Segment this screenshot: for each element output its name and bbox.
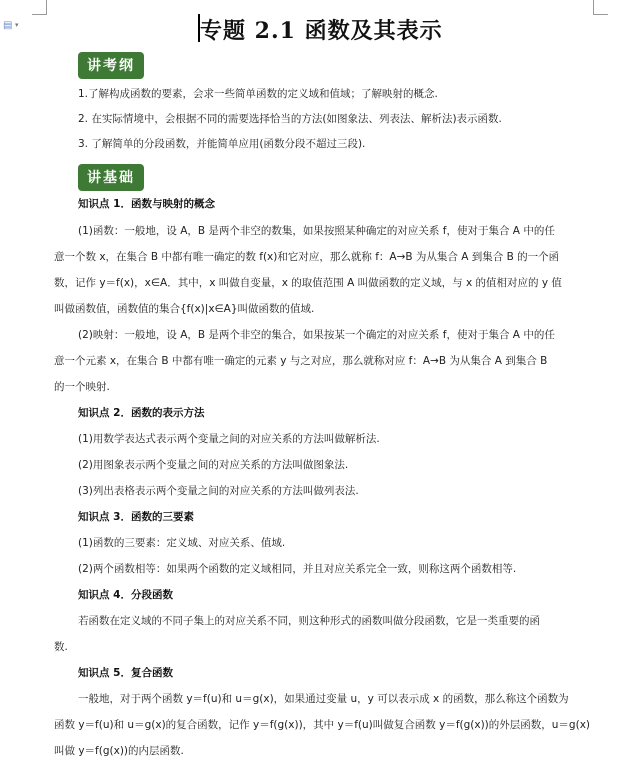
knowledge-heading-2: 知识点 2．函数的表示方法 (78, 407, 205, 419)
paragraph-line: 的一个映射. (54, 381, 110, 393)
paragraph-line: 叫做 y＝f(g(x))的内层函数. (54, 745, 184, 757)
paragraph-line: 若函数在定义域的不同子集上的对应关系不同，则这种形式的函数叫做分段函数，它是一类重要的函 (78, 615, 540, 627)
paragraph-line: 函数 y＝f(u)和 u＝g(x)的复合函数，记作 y＝f(g(x))，其中 y＝f(u)叫做复合函数 y＝f(g(x))的外层函数，u＝g(x) (54, 719, 591, 731)
page-corner-top-right (593, 0, 608, 15)
dropdown-arrow-icon[interactable]: ▾ (15, 21, 19, 29)
paragraph-line: 意一个元素 x，在集合 B 中都有唯一确定的元素 y 与之对应，那么就称对应 f：A→B 为从集合 A 到集合 B (54, 355, 548, 367)
knowledge-heading-3: 知识点 3．函数的三要素 (78, 511, 194, 523)
knowledge-heading-4: 知识点 4．分段函数 (78, 589, 173, 601)
outline-line-3: 3. 了解简单的分段函数，并能简单应用(函数分段不超过三段). (78, 138, 366, 150)
paragraph-line: (3)列出表格表示两个变量之间的对应关系的方法叫做列表法. (78, 485, 359, 497)
paragraph-line: (2)两个函数相等：如果两个函数的定义域相同，并且对应关系完全一致，则称这两个函数相等. (78, 563, 517, 575)
document-icon[interactable]: ▤ (3, 20, 13, 31)
section-badge-kaogang: 讲考纲 (78, 52, 144, 79)
knowledge-heading-5: 知识点 5．复合函数 (78, 667, 173, 679)
section-badge-jichu: 讲基础 (78, 164, 144, 191)
paragraph-line: 一般地，对于两个函数 y＝f(u)和 u＝g(x)，如果通过变量 u，y 可以表示成 x 的函数，那么称这个函数为 (78, 693, 569, 705)
page-title: 专题 2.1 函数及其表示 (200, 18, 443, 44)
paragraph-line: (1)函数：一般地，设 A，B 是两个非空的数集，如果按照某种确定的对应关系 f，使对于集合 A 中的任 (78, 225, 555, 237)
page-corner-top-left (32, 0, 47, 15)
outline-line-1: 1.了解构成函数的要素，会求一些简单函数的定义域和值域；了解映射的概念. (78, 88, 438, 100)
paragraph-line: (2)用图象表示两个变量之间的对应关系的方法叫做图象法. (78, 459, 349, 471)
paragraph-line: (2)映射：一般地，设 A，B 是两个非空的集合，如果按某一个确定的对应关系 f，使对于集合 A 中的任 (78, 329, 555, 341)
paragraph-line: 意一个数 x，在集合 B 中都有唯一确定的数 f(x)和它对应，那么就称 f：A→B 为从集合 A 到集合 B 的一个函 (54, 251, 560, 263)
paragraph-line: 数. (54, 641, 68, 653)
paragraph-line: 叫做函数值，函数值的集合{f(x)|x∈A}叫做函数的值域. (54, 303, 315, 315)
paragraph-line: 数，记作 y＝f(x)，x∈A．其中，x 叫做自变量，x 的取值范围 A 叫做函数的定义域，与 x 的值相对应的 y 值 (54, 277, 562, 289)
paragraph-line: (1)用数学表达式表示两个变量之间的对应关系的方法叫做解析法. (78, 433, 380, 445)
paragraph-line: (1)函数的三要素：定义域、对应关系、值域. (78, 537, 286, 549)
outline-line-2: 2. 在实际情境中，会根据不同的需要选择恰当的方法(如图象法、列表法、解析法)表示函数. (78, 113, 502, 125)
knowledge-heading-1: 知识点 1．函数与映射的概念 (78, 198, 215, 210)
